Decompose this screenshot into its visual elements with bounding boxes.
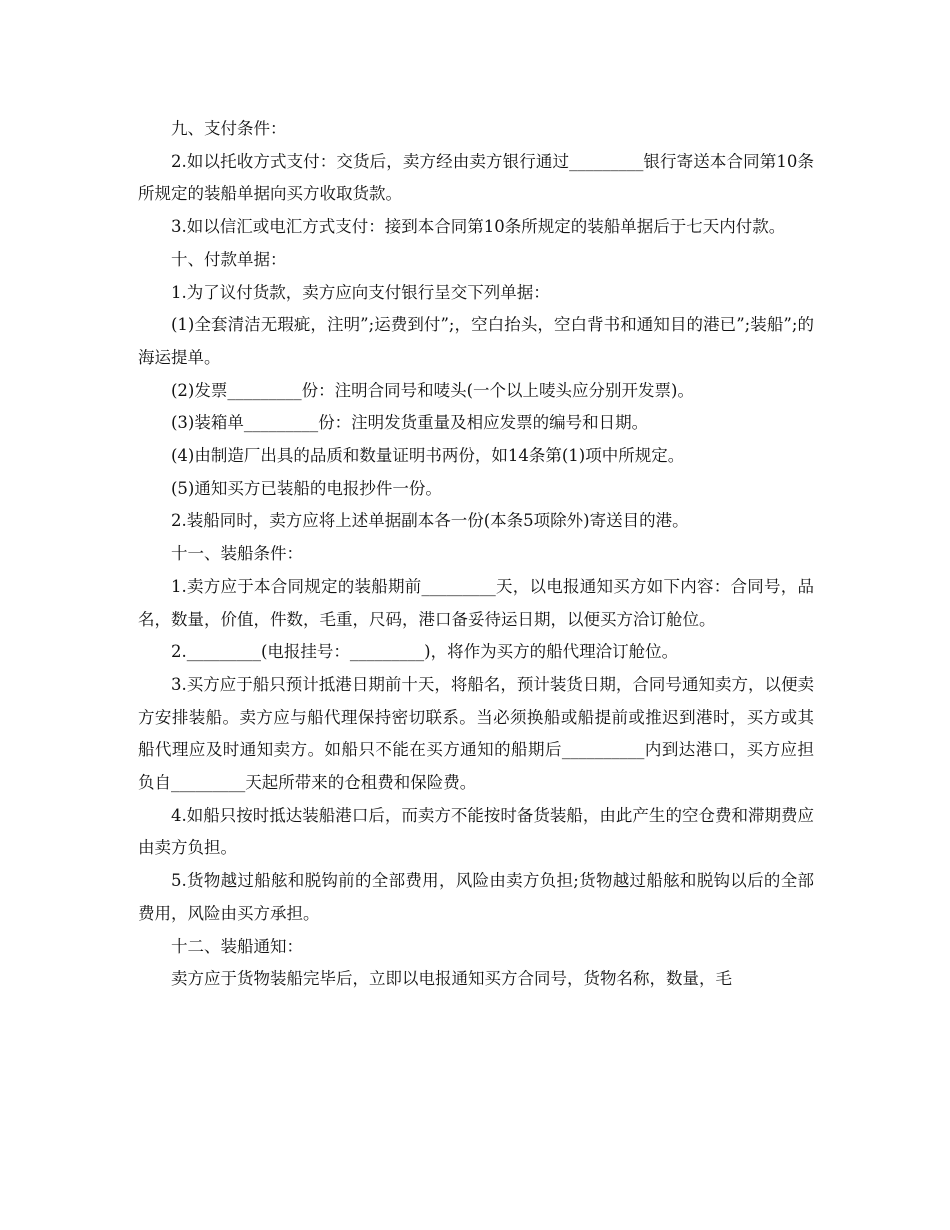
document-page bbox=[138, 113, 814, 996]
paragraph-collection-payment: 2.如以托收方式支付：交货后，卖方经由卖方银行通过_________银行寄送本合同第10条所规定的装船单据向买方收取货款。 bbox=[138, 151, 814, 204]
paragraph-documents-intro: 1.为了议付货款，卖方应向支付银行呈交下列单据： bbox=[171, 282, 550, 302]
paragraph-dead-freight: 4.如船只按时抵达装船港口后，而卖方不能按时备货装船，由此产生的空仓费和滞期费应由卖方负担。 bbox=[138, 805, 814, 858]
section-heading-payment-terms: 九、支付条件： bbox=[171, 119, 287, 138]
section-heading-shipment-terms: 十一、装船条件： bbox=[171, 544, 303, 564]
list-item-quality-certificate: (4)由制造厂出具的品质和数量证明书两份，如14条第(1)项中所规定。 bbox=[171, 446, 685, 466]
paragraph-document-copies: 2.装船同时，卖方应将上述单据副本各一份(本条5项除外)寄送目的港。 bbox=[171, 511, 689, 531]
paragraph-shipping-advice: 卖方应于货物装船完毕后，立即以电报通知买方合同号，货物名称，数量，毛 bbox=[171, 969, 732, 989]
paragraph-risk-transfer: 5.货物越过船舷和脱钩前的全部费用，风险由卖方负担;货物越过船舷和脱钩以后的全部费用，风险由买方承担。 bbox=[138, 871, 814, 923]
list-item-invoice: (2)发票_________份：注明合同号和唛头(一个以上唛头应分别开发票)。 bbox=[171, 380, 694, 400]
paragraph-shipping-agent: 2._________(电报挂号：_________)，将作为买方的船代理洽订舱位。 bbox=[171, 642, 679, 662]
list-item-bill-of-lading: (1)全套清洁无瑕疵，注明”;运费到付”;，空白抬头，空白背书和通知目的港已”;装船”;的海运提单。 bbox=[138, 315, 814, 367]
paragraph-mail-transfer-payment: 3.如以信汇或电汇方式支付：接到本合同第10条所规定的装船单据后于七天内付款。 bbox=[171, 217, 786, 237]
section-heading-payment-documents: 十、付款单据： bbox=[171, 249, 287, 269]
list-item-packing-list: (3)装箱单_________份：注明发货重量及相应发票的编号和日期。 bbox=[171, 413, 649, 433]
paragraph-vessel-arrival: 3.买方应于船只预计抵港日期前十天，将船名，预计装货日期，合同号通知卖方，以便卖方安排装船。卖方应与船代理保持密切联系。当必须换船或船提前或推迟到港时，买方或其船代理应及时通知卖方。如船只不能在买方通知的船期后__________内到达港口，买方应担负自_________天起所带来的仓租费和保险费。 bbox=[138, 674, 814, 793]
list-item-telegram-copy: (5)通知买方已装船的电报抄件一份。 bbox=[171, 478, 442, 498]
paragraph-shipment-notice: 1.卖方应于本合同规定的装船期前_________天，以电报通知买方如下内容：合同号，品名，数量，价值，件数，毛重，尺码，港口备妥待运日期，以便买方洽订舱位。 bbox=[138, 576, 814, 629]
section-heading-shipping-advice: 十二、装船通知： bbox=[171, 936, 303, 956]
